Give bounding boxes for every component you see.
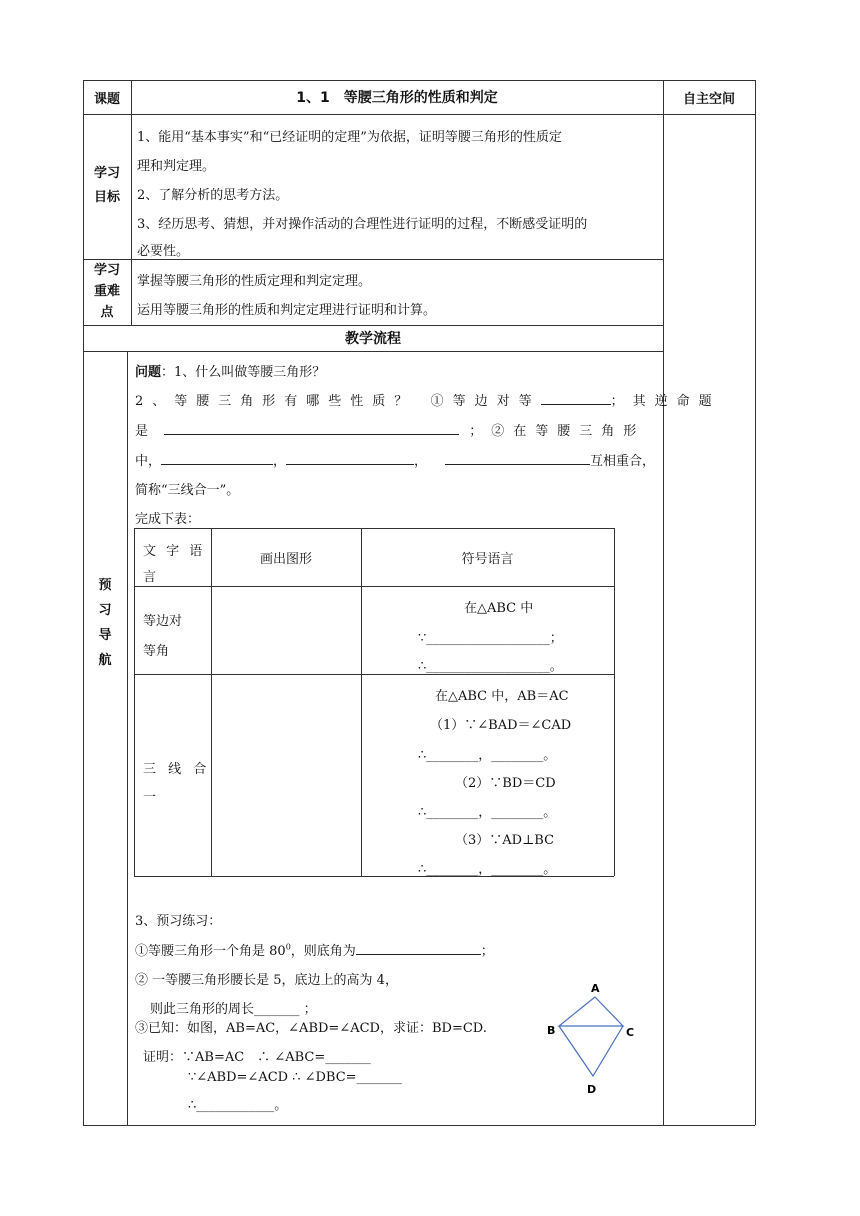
r1-label-a: 等边对 bbox=[143, 614, 183, 629]
triangle-bdc bbox=[559, 1026, 623, 1076]
inner-row1 bbox=[134, 586, 614, 587]
question-2-line-1: 2、等腰三角形有哪些性质？ ①等边对等 ；其逆命题 bbox=[135, 394, 721, 409]
exercise-3: ③已知：如图，AB=AC，∠ABD=∠ACD，求证：BD=CD. bbox=[135, 1021, 487, 1036]
exercise-1: ①等腰三角形一个角是 $80^0$，则底角为 ； bbox=[135, 942, 494, 959]
grid-col1b bbox=[127, 351, 128, 1125]
preview-label: 预 习 导 航 bbox=[98, 578, 112, 668]
blank-equal-sides[interactable] bbox=[541, 392, 611, 405]
question-1: 问题：1、什么叫做等腰三角形？ bbox=[135, 365, 326, 380]
header-col-space: 自主空间 bbox=[682, 91, 735, 107]
header-col-topic: 课题 bbox=[93, 91, 120, 107]
grid-row4 bbox=[83, 351, 663, 352]
inner-row2 bbox=[134, 674, 614, 675]
grid-row1 bbox=[83, 114, 755, 115]
r2-label-a: 三 线 合 bbox=[143, 762, 211, 777]
objective-line-3: 2、了解分析的思考方法。 bbox=[137, 188, 289, 203]
inner-right bbox=[614, 528, 615, 876]
objectives-label: 学习 目标 bbox=[93, 166, 120, 205]
r2-symbol-5[interactable]: ∴________，________。 bbox=[418, 805, 557, 820]
blank-converse[interactable] bbox=[164, 422, 459, 435]
complete-table-prompt: 完成下表： bbox=[135, 512, 201, 527]
grid-bottom bbox=[83, 1125, 755, 1126]
r2-symbol-1: 在△ABC 中，AB＝AC bbox=[435, 689, 569, 704]
blank-line-1[interactable] bbox=[161, 452, 273, 465]
r1-symbol-3[interactable]: ∴___________________。 bbox=[418, 659, 563, 674]
grid-col1 bbox=[131, 80, 132, 325]
keypoint-line-2: 运用等腰三角形的性质和判定定理进行证明和计算。 bbox=[137, 303, 437, 318]
grid-row2 bbox=[83, 259, 663, 260]
th-draw-figure: 画出图形 bbox=[259, 551, 312, 567]
th-text-lang-a: 文 字 语 bbox=[143, 544, 206, 559]
blank-line-2[interactable] bbox=[286, 452, 414, 465]
question-2-line-3: 中， ， ， 互相重合， bbox=[135, 454, 656, 469]
exercise-2: ② 一等腰三角形腰长是 5，底边上的高为 4， bbox=[135, 973, 398, 988]
proof-line-2[interactable]: ∵∠ABD=∠ACD ∴ ∠DBC=_______ bbox=[188, 1070, 403, 1085]
exercise-2-b[interactable]: 则此三角形的周长_______ ； bbox=[150, 1002, 317, 1017]
r2-symbol-2: （1）∵∠BAD＝∠CAD bbox=[430, 718, 572, 733]
r2-symbol-4: （2）∵BD＝CD bbox=[455, 776, 556, 791]
label-c: C bbox=[626, 1026, 635, 1039]
proof-line-1[interactable]: 证明：∵AB=AC ∴ ∠ABC=_______ bbox=[143, 1050, 371, 1065]
keypoint-line-1: 掌握等腰三角形的性质定理和判定定理。 bbox=[137, 274, 372, 289]
r2-symbol-6: （3）∵AD⊥BC bbox=[455, 833, 555, 848]
blank-base-angle[interactable] bbox=[356, 942, 481, 955]
r2-symbol-7[interactable]: ∴________，________。 bbox=[418, 862, 557, 877]
label-a: A bbox=[591, 982, 600, 995]
blank-line-3[interactable] bbox=[445, 452, 590, 465]
keypoints-label: 学习 重难 点 bbox=[93, 263, 120, 320]
objective-line-1: 1、能用“基本事实”和“已经证明的定理”为依据，证明等腰三角形的性质定 bbox=[137, 130, 562, 145]
flow-title: 教学流程 bbox=[345, 331, 401, 347]
exercise-title: 3、预习练习： bbox=[135, 914, 222, 929]
kite-figure bbox=[545, 980, 655, 1100]
th-symbol-lang: 符号语言 bbox=[461, 551, 514, 567]
r1-label-b: 等角 bbox=[143, 644, 170, 659]
question-2-line-4: 简称“三线合一”。 bbox=[135, 483, 240, 498]
triangle-abc bbox=[559, 997, 623, 1026]
objective-line-4: 3、经历思考、猜想，并对操作活动的合理性进行证明的过程，不断感受证明的 bbox=[137, 217, 588, 232]
r2-label-b: 一 bbox=[143, 790, 157, 805]
r2-symbol-3[interactable]: ∴________，________。 bbox=[418, 748, 557, 763]
label-d: D bbox=[587, 1083, 597, 1096]
page-title: 1、1 等腰三角形的性质和判定 bbox=[296, 90, 498, 106]
objective-line-2: 理和判定理。 bbox=[137, 159, 216, 174]
objective-line-5: 必要性。 bbox=[137, 244, 190, 259]
r1-symbol-2[interactable]: ∵___________________； bbox=[418, 631, 563, 646]
proof-line-3[interactable]: ∴____________。 bbox=[188, 1098, 288, 1113]
grid-col2 bbox=[663, 80, 664, 1125]
inner-left bbox=[134, 528, 135, 876]
label-b: B bbox=[547, 1024, 556, 1037]
th-text-lang-b: 言 bbox=[143, 570, 157, 585]
grid-right bbox=[755, 80, 756, 1125]
question-2-line-2: 是 ；②在等腰三角形 bbox=[135, 424, 646, 439]
r1-symbol-1: 在△ABC 中 bbox=[464, 601, 534, 616]
